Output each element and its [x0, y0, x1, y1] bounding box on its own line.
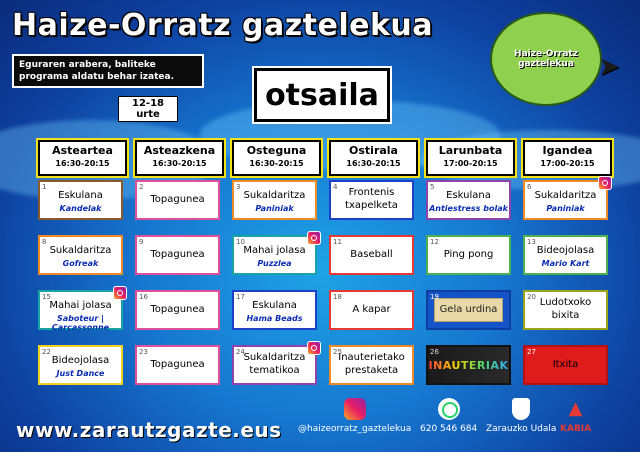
activity-title: INAUTERIAK: [428, 359, 509, 372]
day-cell: [135, 180, 220, 220]
day-cell: [329, 290, 414, 330]
activity-title: Sukaldaritza: [49, 245, 112, 256]
month-title: otsaila: [254, 68, 390, 122]
instagram-icon: [307, 231, 321, 245]
day-cell: [38, 290, 123, 330]
gaztelekua-logo: [490, 12, 620, 106]
day-number: 5: [430, 183, 435, 191]
day-number: 8: [42, 238, 47, 246]
day-cell: [329, 235, 414, 275]
day-cell: [232, 180, 317, 220]
day-time: 16:30-20:15: [55, 159, 110, 168]
activity-detail: Paniniak: [255, 204, 294, 213]
compass-arrow-icon: ➤: [598, 52, 620, 82]
age-badge: 12-18 urte: [118, 96, 178, 122]
whatsapp-icon: [438, 398, 460, 420]
day-cell: [426, 345, 511, 385]
kabia-logo: [560, 398, 591, 434]
activity-detail: Paniniak: [546, 204, 585, 213]
activity-title: Ludotxoko: [539, 297, 592, 308]
day-time: 17:00-20:15: [540, 159, 595, 168]
activity-title: Bideojolasa: [536, 245, 595, 256]
day-number: 11: [333, 238, 342, 246]
day-header: [426, 140, 515, 176]
activity-title: Sukaldaritza: [243, 352, 306, 363]
day-number: 24: [236, 348, 245, 356]
day-header: [38, 140, 127, 176]
day-cell: [523, 235, 608, 275]
day-number: 26: [430, 348, 439, 356]
town-hall-logo: [486, 398, 556, 434]
activity-detail: Just Dance: [56, 369, 105, 378]
town-name: Zarauzko Udala: [486, 424, 557, 434]
day-cell: [38, 235, 123, 275]
day-time: 16:30-20:15: [249, 159, 304, 168]
day-number: 6: [527, 183, 532, 191]
day-number: 25: [333, 348, 342, 356]
activity-detail: Puzzlea: [257, 259, 292, 268]
shield-icon: [512, 398, 530, 420]
day-number: 17: [236, 293, 245, 301]
day-cell: [38, 345, 123, 385]
day-number: 27: [527, 348, 536, 356]
day-cell: [135, 235, 220, 275]
activity-detail: Antiestress bolak: [429, 204, 508, 213]
day-cell: [426, 290, 511, 330]
activity-title: Sukaldaritza: [534, 190, 597, 201]
activity-detail: Saboteur | Carcassonne: [51, 314, 110, 332]
activity-title: Inauterietako: [338, 352, 405, 363]
day-time: 17:00-20:15: [443, 159, 498, 168]
instagram-handle: @haizeorratz_gaztelekua: [298, 424, 412, 434]
day-cell: [329, 345, 414, 385]
day-name: Asteartea: [52, 144, 113, 157]
activity-title-line2: tematikoa: [249, 365, 300, 376]
day-number: 16: [139, 293, 148, 301]
day-number: 13: [527, 238, 536, 246]
website-link[interactable]: www.zarautzgazte.eus: [16, 418, 282, 442]
logo-line1: Haize-Orratz: [514, 49, 578, 59]
activity-title: Topagunea: [150, 249, 205, 260]
whatsapp-contact[interactable]: [420, 398, 477, 434]
activity-title: A kapar: [352, 304, 391, 315]
day-number: 3: [236, 183, 241, 191]
day-cell: [523, 345, 608, 385]
day-number: 15: [42, 293, 51, 301]
day-number: 2: [139, 183, 144, 191]
day-name: Asteazkena: [143, 144, 216, 157]
day-cell: [329, 180, 414, 220]
day-number: 12: [430, 238, 439, 246]
day-number: 20: [527, 293, 536, 301]
day-time: 16:30-20:15: [152, 159, 207, 168]
instagram-icon: [598, 176, 612, 190]
page-title: Haize-Orratz gaztelekua: [12, 8, 434, 43]
day-cell: [426, 235, 511, 275]
day-name: Ostirala: [349, 144, 398, 157]
activity-title-line2: bixita: [551, 310, 580, 321]
day-cell: [232, 345, 317, 385]
instagram-contact[interactable]: [298, 398, 411, 434]
activity-detail: Mario Kart: [541, 259, 590, 268]
day-number: 1: [42, 183, 47, 191]
phone-number: 620 546 684: [420, 424, 478, 434]
activity-title: Topagunea: [150, 359, 205, 370]
activity-title-line2: prestaketa: [344, 365, 399, 376]
activity-title: Mahai jolasa: [49, 300, 112, 311]
day-header: [329, 140, 418, 176]
activity-title: Sukaldaritza: [243, 190, 306, 201]
activity-title: Bideojolasa: [51, 355, 110, 366]
day-cell: [135, 345, 220, 385]
day-number: 18: [333, 293, 342, 301]
day-header: [523, 140, 612, 176]
instagram-icon: [113, 286, 127, 300]
day-number: 23: [139, 348, 148, 356]
day-header: [232, 140, 321, 176]
day-cell: [232, 290, 317, 330]
logo-line2: gaztelekua: [518, 59, 574, 69]
activity-title: Eskulana: [446, 190, 491, 201]
day-number: 19: [430, 293, 439, 301]
activity-title: Topagunea: [150, 194, 205, 205]
activity-title: Baseball: [350, 249, 393, 260]
day-cell: [232, 235, 317, 275]
instagram-icon: [344, 398, 366, 420]
activity-title: Eskulana: [252, 300, 297, 311]
day-cell: [523, 180, 608, 220]
day-number: 4: [333, 183, 338, 191]
day-number: 10: [236, 238, 245, 246]
activity-title: Eskulana: [58, 190, 103, 201]
activity-title: Topagunea: [150, 304, 205, 315]
activity-detail: Kandelak: [59, 204, 102, 213]
day-time: 16:30-20:15: [346, 159, 401, 168]
day-name: Larunbata: [438, 144, 503, 157]
day-number: 9: [139, 238, 144, 246]
notice-text: Eguraren arabera, baliteke programa aldatu behar izatea.: [12, 54, 204, 88]
day-cell: [38, 180, 123, 220]
activity-title: Itxita: [552, 359, 579, 370]
day-cell: [135, 290, 220, 330]
kabia-text: KABIA: [560, 424, 592, 434]
activity-title: Frontenis: [348, 187, 395, 198]
day-name: Igandea: [542, 144, 593, 157]
activity-detail: Gofreak: [62, 259, 99, 268]
instagram-icon: [307, 341, 321, 355]
day-cell: [426, 180, 511, 220]
activity-detail: Hama Beads: [246, 314, 303, 323]
activity-title: Mahai jolasa: [243, 245, 306, 256]
kabia-icon: ▲: [568, 398, 583, 419]
activity-title: Ping pong: [443, 249, 494, 260]
activity-title: Gela urdina: [439, 304, 498, 315]
day-header: [135, 140, 224, 176]
day-name: Osteguna: [246, 144, 307, 157]
day-number: 22: [42, 348, 51, 356]
day-cell: [523, 290, 608, 330]
activity-title-line2: txapelketa: [345, 200, 398, 211]
